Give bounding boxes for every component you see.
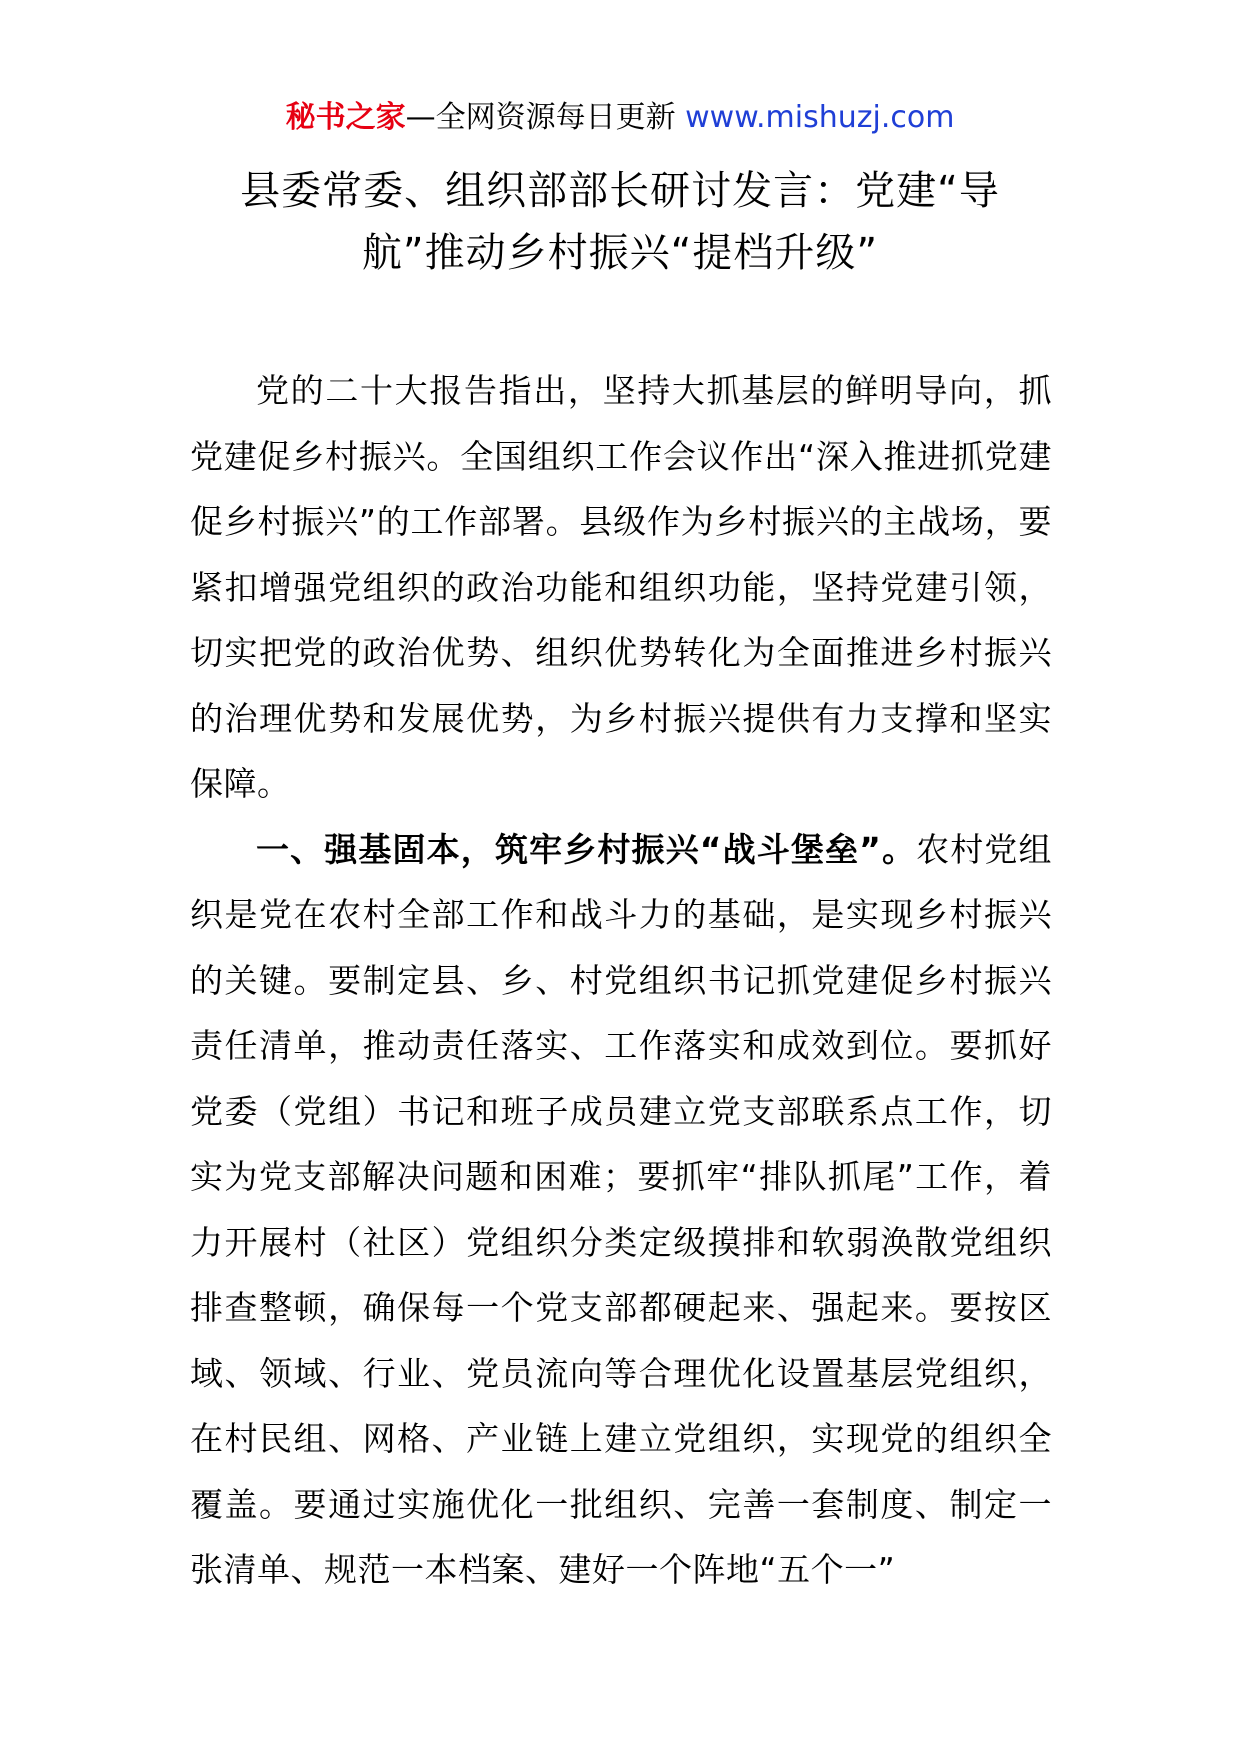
section-1-body: 农村党组织是党在农村全部工作和战斗力的基础，是实现乡村振兴的关键。要制定县、乡、村党组织书记抓党建促乡村振兴责任清单，推动责任落实、工作落实和成效到位。要抓好党委（党组）书记和班子成员建立党支部联系点工作，切实为党支部解决问题和困难；要抓牢“排队抓尾”工作，着力开展村（社区）党组织分类定级摸排和软弱涣散党组织排查整顿，确保每一个党支部都硬起来、强起来。要按区域、领域、行业、党员流向等合理优化设置基层党组织，在村民组、网格、产业链上建立党组织，实现党的组织全覆盖。要通过实施优化一批组织、完善一套制度、制定一张清单、规范一本档案、建好一个阵地“五个一” [190,829,1052,1589]
site-tagline: —全网资源每日更新 [405,100,676,135]
site-url-link[interactable]: www.mishuzj.com [685,100,955,135]
title-line-1: 县委常委、组织部部长研讨发言：党建“导 [240,168,1000,214]
intro-paragraph: 党的二十大报告指出，坚持大抓基层的鲜明导向，抓党建促乡村振兴。全国组织工作会议作出“深入推进抓党建促乡村振兴”的工作部署。县级作为乡村振兴的主战场，要紧扣增强党组织的政治功能和组织功能，坚持党建引领，切实把党的政治优势、组织优势转化为全面推进乡村振兴的治理优势和发展优势，为乡村振兴提供有力支撑和坚实保障。 [190,371,1052,803]
brand-name: 秘书之家 [285,100,406,135]
section-1-paragraph [190,817,1052,1603]
section-1-heading: 一、强基固本，筑牢乡村振兴“战斗堡垒”。 [256,829,917,869]
document-body [190,358,1052,1603]
title-line-2: 航”推动乡村振兴“提档升级” [361,230,879,276]
site-header [0,98,1240,138]
document-title [190,160,1050,284]
